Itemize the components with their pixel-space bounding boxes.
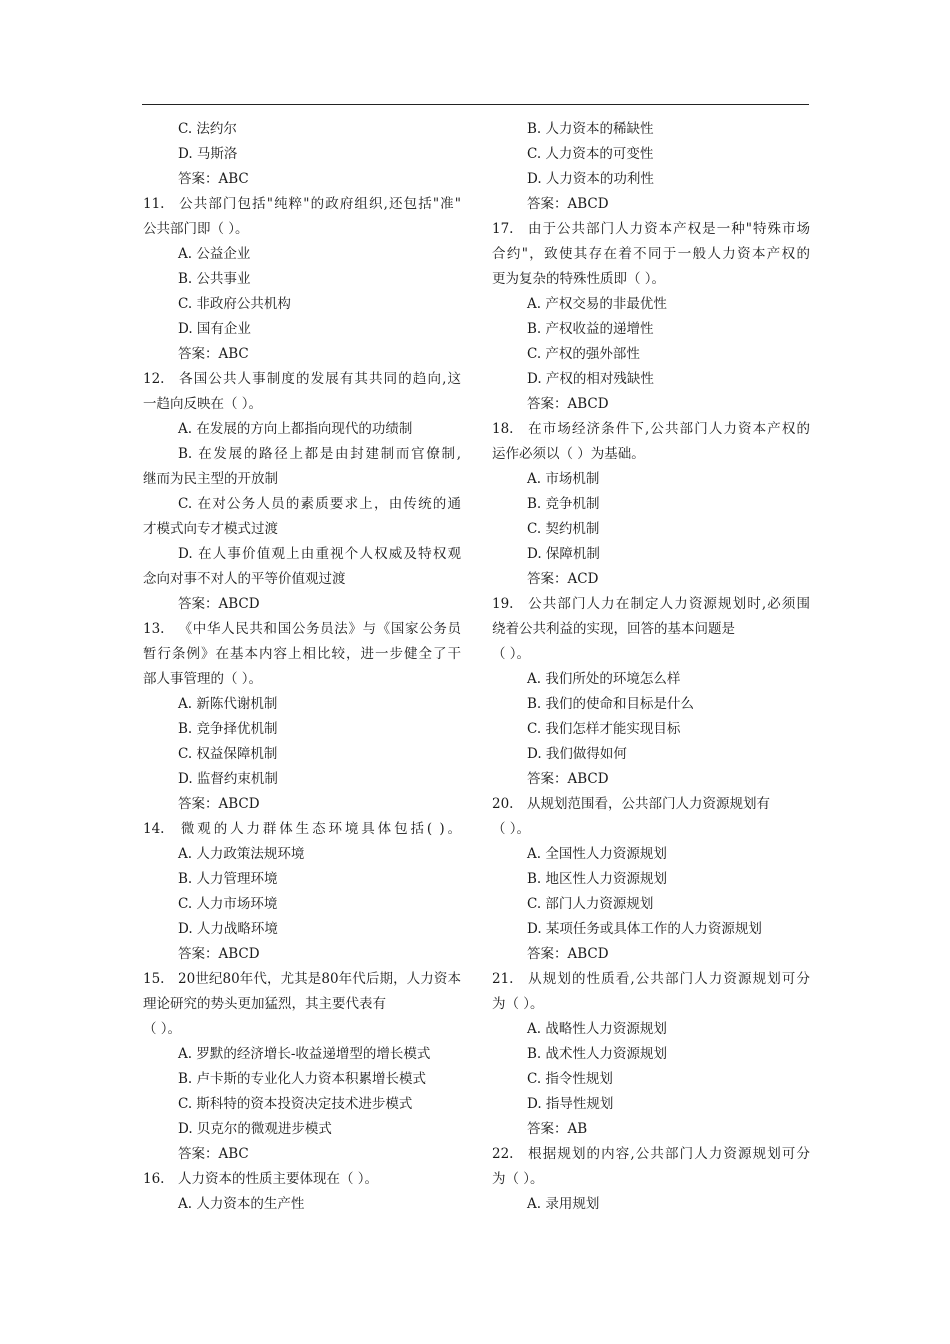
line-text: 答案：ABCD — [527, 396, 609, 412]
line-text: 为（ ）。 — [492, 996, 544, 1012]
right-column — [492, 117, 810, 1217]
question-number: 16. — [143, 1171, 165, 1187]
question-number: 11. — [143, 196, 165, 212]
text-line — [492, 992, 810, 1017]
line-text: D. 监督约束机制 — [178, 771, 278, 787]
line-text: D. 马斯洛 — [178, 146, 238, 162]
option-line — [492, 492, 810, 517]
option-line — [143, 767, 461, 792]
line-text: 各国公共人事制度的发展有其共同的趋向,这 — [178, 371, 461, 387]
option-line — [492, 742, 810, 767]
line-text: 人力资本的性质主要体现在（ ）。 — [178, 1171, 379, 1187]
text-line — [492, 617, 810, 642]
line-text: A. 市场机制 — [527, 471, 600, 487]
line-text: 运作必须以（ ）为基础。 — [492, 446, 645, 462]
option-line — [492, 842, 810, 867]
line-text: 由于公共部门人力资本产权是一种"特殊市场 — [527, 221, 810, 237]
line-text: 暂行条例》在基本内容上相比较，进一步健全了干 — [143, 646, 461, 662]
option-line — [492, 292, 810, 317]
line-text: 合约"，致使其存在着不同于一般人力资本产权的 — [492, 246, 810, 262]
option-line — [492, 142, 810, 167]
text-line — [143, 1017, 461, 1042]
line-text: 在市场经济条件下,公共部门人力资本产权的 — [527, 421, 810, 437]
option-line — [492, 317, 810, 342]
line-text: D. 指导性规划 — [527, 1096, 614, 1112]
line-text: 答案：ABCD — [178, 796, 260, 812]
line-text: 为（ ）。 — [492, 1171, 544, 1187]
line-text: C. 指令性规划 — [527, 1071, 613, 1087]
line-text: B. 战术性人力资源规划 — [527, 1046, 668, 1062]
line-text: 答案：ABCD — [178, 596, 260, 612]
line-text: 才模式向专才模式过渡 — [143, 521, 278, 537]
line-text: D. 在人事价值观上由重视个人权威及特权观 — [178, 546, 461, 562]
option-line — [492, 367, 810, 392]
text-line — [143, 642, 461, 667]
text-line — [143, 992, 461, 1017]
answer-line — [492, 192, 810, 217]
option-line — [143, 542, 461, 567]
line-text: 公共部门人力在制定人力资源规划时,必须围 — [527, 596, 810, 612]
line-text: 答案：ABC — [178, 1146, 249, 1162]
line-text: B. 公共事业 — [178, 271, 251, 287]
line-text: A. 我们所处的环境怎么样 — [527, 671, 681, 687]
question-stem — [143, 967, 461, 992]
option-line — [492, 1092, 810, 1117]
line-text: 答案：ABCD — [527, 196, 609, 212]
text-line — [492, 1167, 810, 1192]
line-text: D. 贝克尔的微观进步模式 — [178, 1121, 332, 1137]
question-number: 12. — [143, 371, 165, 387]
line-text: 答案：ABC — [178, 346, 249, 362]
question-number: 17. — [492, 221, 514, 237]
option-line — [143, 867, 461, 892]
question-stem — [492, 967, 810, 992]
option-line — [492, 667, 810, 692]
question-stem — [143, 367, 461, 392]
line-text: A. 罗默的经济增长-收益递增型的增长模式 — [178, 1046, 431, 1062]
question-number: 14. — [143, 821, 165, 837]
line-text: A. 产权交易的非最优性 — [527, 296, 667, 312]
header-rule — [142, 104, 809, 105]
line-text: 微观的人力群体生态环境具体包括( )。 — [178, 821, 461, 837]
option-line — [143, 1067, 461, 1092]
option-line — [492, 167, 810, 192]
option-line — [143, 1042, 461, 1067]
line-text: 公共部门即（ ）。 — [143, 221, 249, 237]
line-text: 答案：AB — [527, 1121, 588, 1137]
option-line — [143, 492, 461, 517]
line-text: 绕着公共利益的实现，回答的基本问题是 — [492, 621, 735, 637]
option-line — [492, 517, 810, 542]
line-text: B. 产权收益的递增性 — [527, 321, 654, 337]
line-text: （ ）。 — [492, 646, 531, 662]
line-text: C. 人力资本的可变性 — [527, 146, 654, 162]
text-line — [492, 817, 810, 842]
line-text: C. 法约尔 — [178, 121, 237, 137]
line-text: C. 权益保障机制 — [178, 746, 278, 762]
line-text: C. 部门人力资源规划 — [527, 896, 654, 912]
question-stem — [492, 417, 810, 442]
option-line — [492, 692, 810, 717]
question-number: 20. — [492, 796, 514, 812]
option-line — [492, 892, 810, 917]
line-text: C. 在对公务人员的素质要求上，由传统的通 — [178, 496, 461, 512]
option-line — [492, 342, 810, 367]
text-line — [143, 567, 461, 592]
line-text: D. 产权的相对残缺性 — [527, 371, 654, 387]
line-text: 20世纪80年代，尤其是80年代后期，人力资本 — [178, 971, 461, 987]
option-line — [143, 1092, 461, 1117]
line-text: 理论研究的势头更加猛烈，其主要代表有 — [143, 996, 386, 1012]
line-text: B. 地区性人力资源规划 — [527, 871, 668, 887]
text-line — [143, 467, 461, 492]
text-line — [492, 242, 810, 267]
line-text: D. 人力战略环境 — [178, 921, 278, 937]
line-text: 一趋向反映在（ ）。 — [143, 396, 263, 412]
answer-line — [143, 792, 461, 817]
answer-line — [492, 392, 810, 417]
line-text: C. 产权的强外部性 — [527, 346, 640, 362]
line-text: 部人事管理的（ ）。 — [143, 671, 263, 687]
question-stem — [143, 1167, 461, 1192]
line-text: 答案：ABCD — [527, 946, 609, 962]
option-line — [143, 142, 461, 167]
line-text: 答案：ABCD — [527, 771, 609, 787]
option-line — [143, 1117, 461, 1142]
option-line — [143, 892, 461, 917]
question-number: 18. — [492, 421, 514, 437]
line-text: C. 非政府公共机构 — [178, 296, 291, 312]
answer-line — [143, 342, 461, 367]
option-line — [143, 292, 461, 317]
line-text: D. 人力资本的功利性 — [527, 171, 654, 187]
line-text: A. 人力政策法规环境 — [178, 846, 305, 862]
option-line — [143, 692, 461, 717]
question-stem — [143, 192, 461, 217]
option-line — [492, 467, 810, 492]
option-line — [143, 417, 461, 442]
line-text: D. 保障机制 — [527, 546, 600, 562]
line-text: A. 公益企业 — [178, 246, 251, 262]
text-line — [492, 267, 810, 292]
line-text: 答案：ABC — [178, 171, 249, 187]
left-column — [143, 117, 461, 1217]
line-text: C. 斯科特的资本投资决定技术进步模式 — [178, 1096, 413, 1112]
line-text: 念向对事不对人的平等价值观过渡 — [143, 571, 346, 587]
line-text: 公共部门包括"纯粹"的政府组织,还包括"准" — [178, 196, 461, 212]
line-text: 《中华人民共和国公务员法》与《国家公务员 — [178, 621, 461, 637]
question-number: 19. — [492, 596, 514, 612]
option-line — [492, 867, 810, 892]
question-stem — [492, 592, 810, 617]
line-text: D. 我们做得如何 — [527, 746, 627, 762]
line-text: 从规划的性质看,公共部门人力资源规划可分 — [527, 971, 810, 987]
option-line — [492, 1017, 810, 1042]
option-line — [492, 717, 810, 742]
line-text: B. 人力管理环境 — [178, 871, 278, 887]
line-text: A. 战略性人力资源规划 — [527, 1021, 667, 1037]
answer-line — [492, 942, 810, 967]
text-line — [143, 217, 461, 242]
line-text: 继而为民主型的开放制 — [143, 471, 278, 487]
question-stem — [143, 817, 461, 842]
answer-line — [492, 567, 810, 592]
line-text: B. 竞争择优机制 — [178, 721, 278, 737]
question-number: 22. — [492, 1146, 514, 1162]
line-text: 根据规划的内容,公共部门人力资源规划可分 — [527, 1146, 810, 1162]
line-text: B. 人力资本的稀缺性 — [527, 121, 654, 137]
option-line — [143, 1192, 461, 1217]
text-line — [143, 517, 461, 542]
answer-line — [143, 167, 461, 192]
option-line — [143, 267, 461, 292]
line-text: A. 录用规划 — [527, 1196, 600, 1212]
option-line — [143, 117, 461, 142]
option-line — [143, 442, 461, 467]
line-text: （ ）。 — [143, 1021, 182, 1037]
option-line — [492, 1067, 810, 1092]
line-text: C. 人力市场环境 — [178, 896, 278, 912]
line-text: B. 竞争机制 — [527, 496, 600, 512]
text-line — [143, 392, 461, 417]
question-stem — [492, 792, 810, 817]
question-number: 13. — [143, 621, 165, 637]
option-line — [143, 317, 461, 342]
option-line — [143, 917, 461, 942]
line-text: （ ）。 — [492, 821, 531, 837]
line-text: 答案：ACD — [527, 571, 599, 587]
option-line — [143, 242, 461, 267]
line-text: 答案：ABCD — [178, 946, 260, 962]
line-text: B. 我们的使命和目标是什么 — [527, 696, 695, 712]
option-line — [492, 542, 810, 567]
option-line — [143, 717, 461, 742]
line-text: 从规划范围看，公共部门人力资源规划有 — [527, 796, 770, 812]
answer-line — [143, 942, 461, 967]
answer-line — [492, 1117, 810, 1142]
option-line — [143, 742, 461, 767]
line-text: 更为复杂的特殊性质即（ ）。 — [492, 271, 666, 287]
question-stem — [143, 617, 461, 642]
text-line — [492, 642, 810, 667]
line-text: B. 在发展的路径上都是由封建制而官僚制, — [178, 446, 461, 462]
option-line — [492, 117, 810, 142]
text-line — [143, 667, 461, 692]
line-text: D. 国有企业 — [178, 321, 251, 337]
question-number: 15. — [143, 971, 165, 987]
option-line — [492, 1042, 810, 1067]
line-text: A. 新陈代谢机制 — [178, 696, 278, 712]
line-text: A. 人力资本的生产性 — [178, 1196, 305, 1212]
line-text: A. 在发展的方向上都指向现代的功绩制 — [178, 421, 413, 437]
option-line — [143, 842, 461, 867]
text-line — [492, 442, 810, 467]
answer-line — [143, 592, 461, 617]
line-text: D. 某项任务或具体工作的人力资源规划 — [527, 921, 762, 937]
line-text: A. 全国性人力资源规划 — [527, 846, 667, 862]
question-stem — [492, 1142, 810, 1167]
option-line — [492, 917, 810, 942]
line-text: C. 我们怎样才能实现目标 — [527, 721, 681, 737]
option-line — [492, 1192, 810, 1217]
line-text: B. 卢卡斯的专业化人力资本积累增长模式 — [178, 1071, 427, 1087]
answer-line — [143, 1142, 461, 1167]
line-text: C. 契约机制 — [527, 521, 600, 537]
question-number: 21. — [492, 971, 514, 987]
answer-line — [492, 767, 810, 792]
question-stem — [492, 217, 810, 242]
